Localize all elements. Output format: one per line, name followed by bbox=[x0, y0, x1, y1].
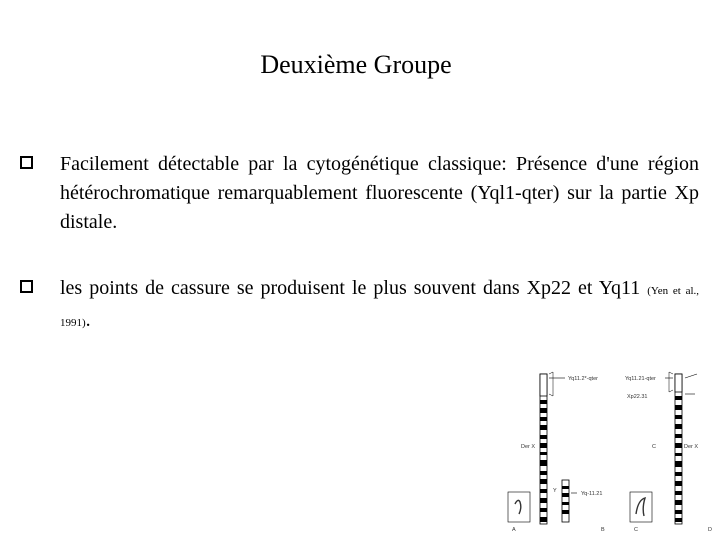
bullet-text-1: Facilement détectable par la cytogénétique classique: Présence d'une région hétérochromatique remarquablement fluorescente (Yql1-qter) sur la partie Xp distale. bbox=[60, 153, 699, 233]
label-der-x-left: Der X bbox=[521, 444, 536, 450]
label-y: Y bbox=[553, 488, 557, 494]
chromosome-left bbox=[540, 372, 565, 524]
label-panel-d: D bbox=[708, 527, 712, 533]
label-yq-left: Yq11.2*-qter bbox=[568, 376, 598, 382]
karyotype-figure bbox=[505, 368, 717, 538]
checkbox-bullet-icon bbox=[20, 156, 33, 169]
bullet-text-2-suffix: . bbox=[85, 309, 91, 331]
label-c: C bbox=[652, 444, 656, 450]
chromosome-y bbox=[562, 480, 577, 522]
checkbox-bullet-icon bbox=[20, 280, 33, 293]
label-der-x-right: Der X bbox=[684, 444, 699, 450]
label-panel-c: C bbox=[634, 527, 638, 533]
bullet-text-2-main: les points de cassure se produisent le plus souvent dans Xp22 et Yq11 bbox=[60, 277, 648, 299]
label-yq-right: Yq11.21-qter bbox=[625, 376, 656, 382]
label-yq-bottom: Yq-11.21 bbox=[581, 491, 603, 497]
citation-reference: (Yen et al., 1991) bbox=[60, 285, 700, 329]
slide-title: Deuxième Groupe bbox=[260, 50, 452, 79]
label-panel-b: B bbox=[601, 527, 605, 533]
label-xp-right: Xp22.31 bbox=[627, 394, 648, 400]
chromosome-diagram bbox=[505, 368, 717, 538]
bullet-text-2 bbox=[60, 274, 699, 338]
label-panel-a: A bbox=[512, 527, 516, 533]
inset-box-a bbox=[508, 492, 530, 522]
inset-box-c bbox=[630, 492, 652, 522]
